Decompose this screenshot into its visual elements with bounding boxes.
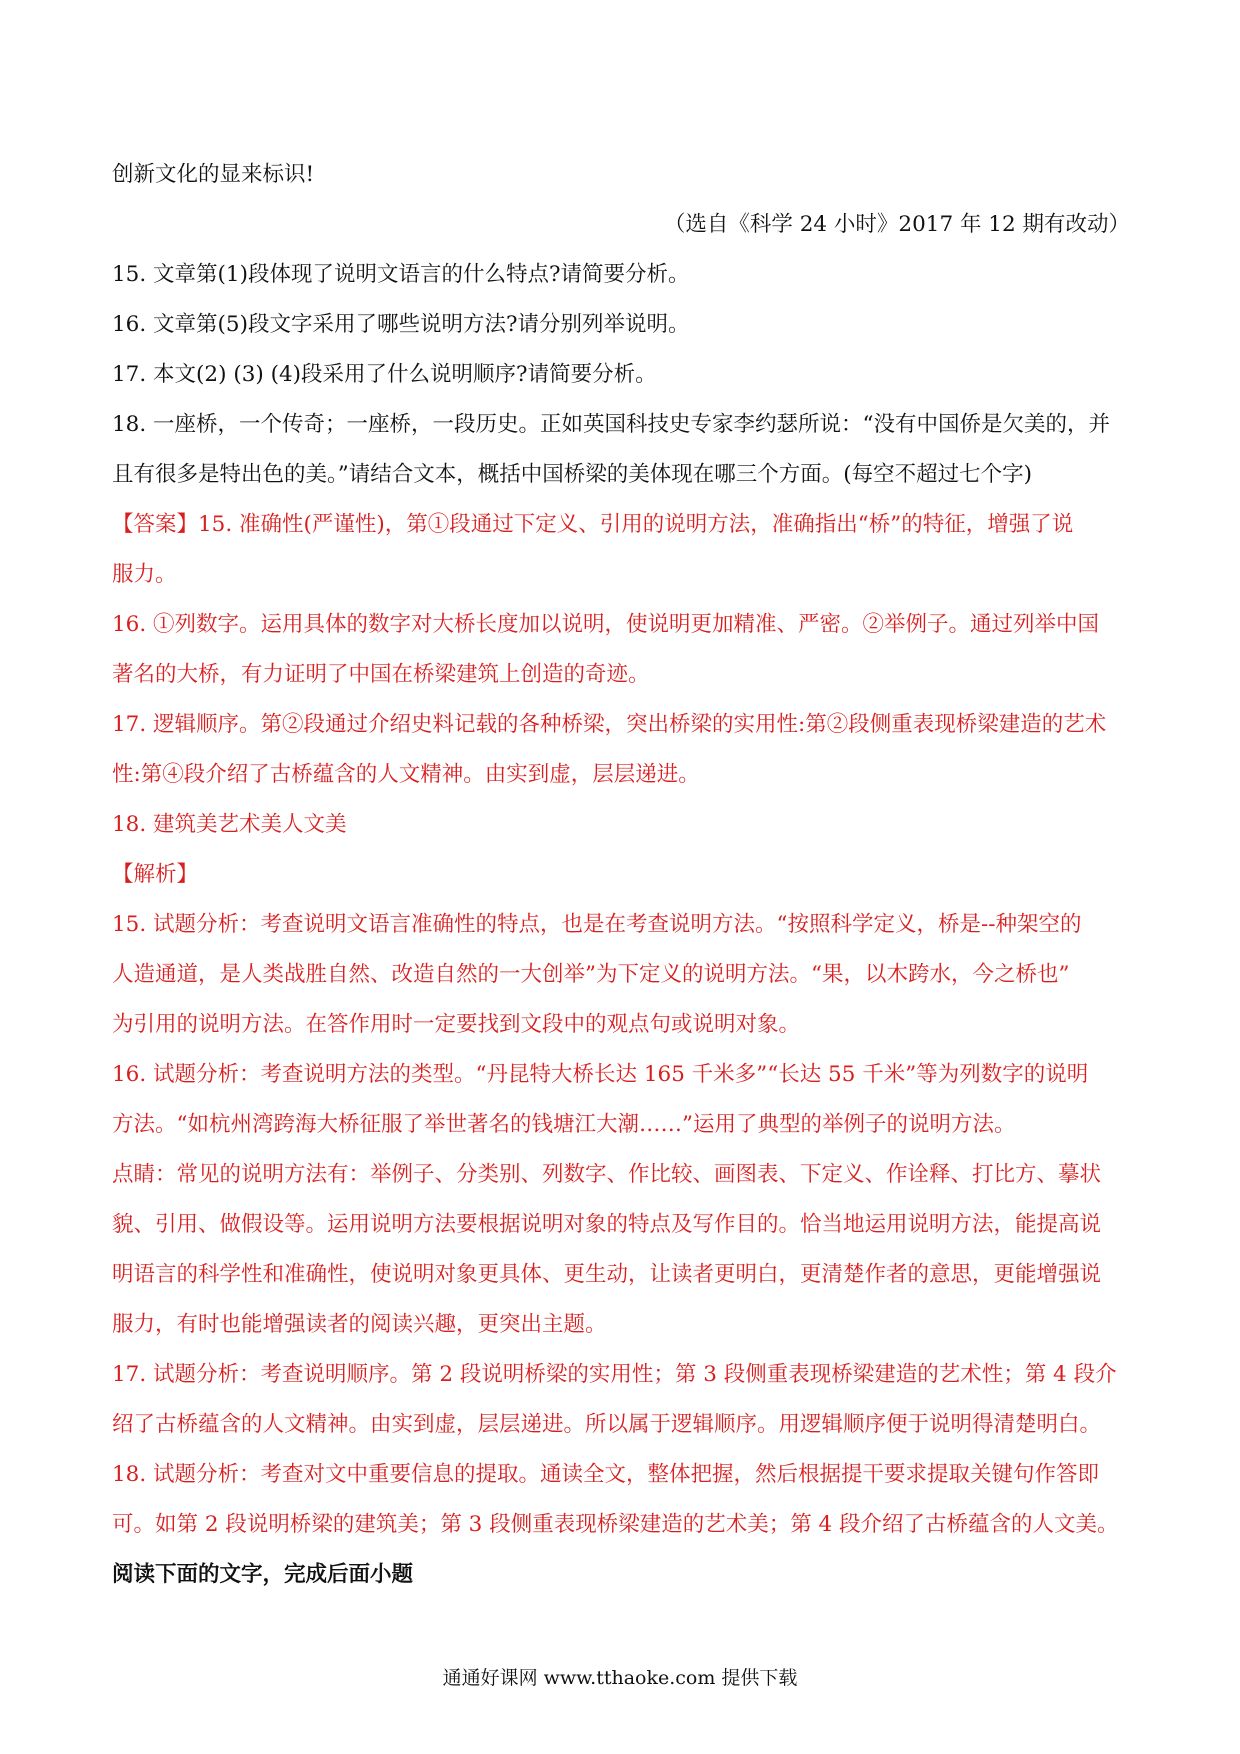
question-18: 18. 一座桥，一个传奇；一座桥，一段历史。正如英国科技史专家李约瑟所说：“没有中国侨是欠美的，并 bbox=[112, 412, 1111, 437]
analysis-17: 17. 试题分析：考查说明顺序。第 2 段说明桥梁的实用性；第 3 段侧重表现桥梁建造的艺术性；第 4 段介 bbox=[112, 1362, 1117, 1387]
page-footer bbox=[0, 1663, 1240, 1693]
source-citation: （选自《科学 24 小时》2017 年 12 期有改动） bbox=[663, 212, 1130, 237]
text-line: 创新文化的显来标识! bbox=[112, 162, 315, 187]
analysis-15-cont: 人造通道，是人类战胜自然、改造自然的一大创举”为下定义的说明方法。“果，以木跨水，今之桥也” bbox=[112, 962, 1070, 987]
analysis-15: 15. 试题分析：考查说明文语言准确性的特点，也是在考查说明方法。“按照科学定义，桥是--种架空的 bbox=[112, 912, 1082, 937]
answer-16-cont: 著名的大桥，有力证明了中国在桥梁建筑上创造的奇迹。 bbox=[112, 662, 650, 687]
tip-text: 点睛：常见的说明方法有：举例子、分类别、列数字、作比较、画图表、下定义、作诠释、打比方、摹状 bbox=[112, 1162, 1102, 1187]
question-18-cont: 且有很多是特出色的美。”请结合文本，概括中国桥梁的美体现在哪三个方面。(每空不超过七个字) bbox=[112, 462, 1033, 487]
answer-17-cont: 性:第④段介绍了古桥蕴含的人文精神。由实到虚，层层递进。 bbox=[112, 762, 700, 787]
question-16: 16. 文章第(5)段文字采用了哪些说明方法?请分别列举说明。 bbox=[112, 312, 690, 337]
answer-15: 【答案】15. 准确性(严谨性)，第①段通过下定义、引用的说明方法，准确指出“桥”的特征，增强了说 bbox=[112, 512, 1074, 537]
analysis-18-cont: 可。如第 2 段说明桥梁的建筑美；第 3 段侧重表现桥梁建造的艺术美；第 4 段介绍了古桥蕴含的人文美。 bbox=[112, 1512, 1119, 1537]
analysis-16-cont: 方法。“如杭州湾跨海大桥征服了举世著名的钱塘江大潮……”运用了典型的举例子的说明方法。 bbox=[112, 1112, 1016, 1137]
question-15: 15. 文章第(1)段体现了说明文语言的什么特点?请简要分析。 bbox=[112, 262, 690, 287]
answer-17: 17. 逻辑顺序。第②段通过介绍史料记载的各种桥梁，突出桥梁的实用性:第②段侧重表现桥梁建造的艺术 bbox=[112, 712, 1107, 737]
analysis-17-cont: 绍了古桥蕴含的人文精神。由实到虚，层层递进。所以属于逻辑顺序。用逻辑顺序便于说明得清楚明白。 bbox=[112, 1412, 1102, 1437]
tip-text-cont: 明语言的科学性和准确性，使说明对象更具体、更生动，让读者更明白，更清楚作者的意思，更能增强说 bbox=[112, 1262, 1102, 1287]
analysis-15-cont: 为引用的说明方法。在答作用时一定要找到文段中的观点句或说明对象。 bbox=[112, 1012, 801, 1037]
answer-15-cont: 服力。 bbox=[112, 562, 177, 587]
analysis-heading: 【解析】 bbox=[112, 862, 199, 887]
question-17: 17. 本文(2) (3) (4)段采用了什么说明顺序?请简要分析。 bbox=[112, 362, 657, 387]
document-body bbox=[112, 150, 1132, 1600]
answer-16: 16. ①列数字。运用具体的数字对大桥长度加以说明，使说明更加精准、严密。②举例子。通过列举中国 bbox=[112, 612, 1100, 637]
tip-text-cont: 服力，有时也能增强读者的阅读兴趣，更突出主题。 bbox=[112, 1312, 607, 1337]
analysis-16: 16. 试题分析：考查说明方法的类型。“丹昆特大桥长达 165 千米多”“长达 55 千米”等为列数字的说明 bbox=[112, 1062, 1089, 1087]
footer-text: 通通好课网 www.tthaoke.com 提供下载 bbox=[442, 1667, 798, 1689]
answer-18: 18. 建筑美艺术美人文美 bbox=[112, 812, 347, 837]
reading-prompt: 阅读下面的文字，完成后面小题 bbox=[112, 1562, 414, 1587]
analysis-18: 18. 试题分析：考查对文中重要信息的提取。通读全文，整体把握，然后根据提干要求提取关键句作答即 bbox=[112, 1462, 1100, 1487]
tip-text-cont: 貌、引用、做假设等。运用说明方法要根据说明对象的特点及写作目的。恰当地运用说明方法，能提高说 bbox=[112, 1212, 1102, 1237]
